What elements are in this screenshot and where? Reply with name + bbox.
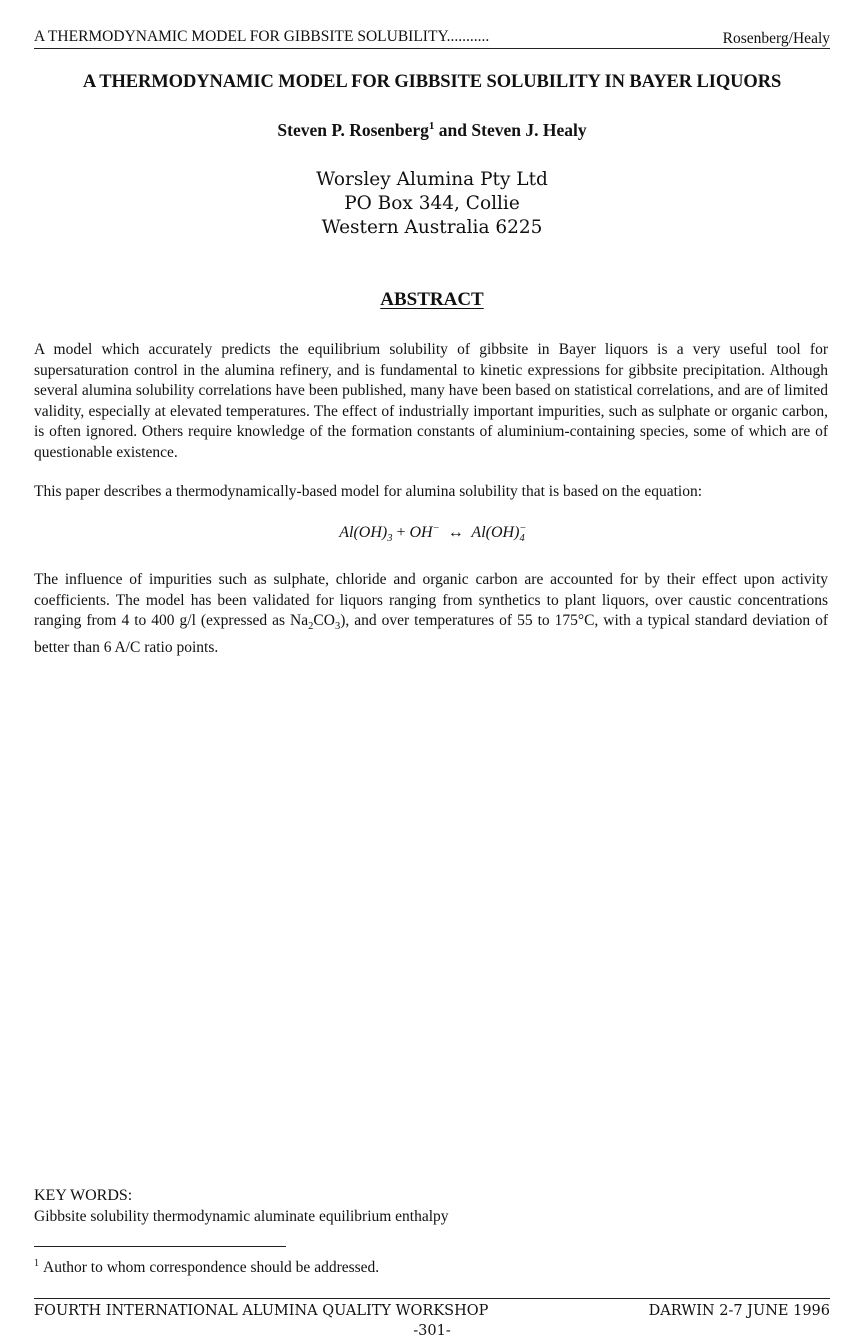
- equation-term-2-charge: −: [432, 523, 440, 534]
- footnote-text: Author to whom correspondence should be addressed.: [43, 1259, 380, 1276]
- paragraph-3-text-c: ), and over temperatures of 55 to 175°C, with a typical standard deviation of better than 6 A/C ratio points.: [34, 612, 828, 656]
- equation-term-2: OH: [409, 524, 433, 541]
- paper-title: A THERMODYNAMIC MODEL FOR GIBBSITE SOLUBILITY IN BAYER LIQUORS: [82, 72, 782, 92]
- running-header-title: A THERMODYNAMIC MODEL FOR GIBBSITE SOLUBILITY...........: [34, 28, 490, 45]
- page-number: -301-: [413, 1323, 451, 1339]
- keywords-label: KEY WORDS:: [34, 1187, 133, 1204]
- footnote-divider: [34, 1246, 286, 1247]
- running-footer: [34, 1298, 830, 1319]
- footnote: [34, 1258, 379, 1277]
- abstract-paragraph-3: [34, 570, 828, 658]
- equation-term-3-charge: −: [519, 523, 527, 534]
- author-1: Steven P. Rosenberg: [277, 120, 429, 140]
- footer-conference: FOURTH INTERNATIONAL ALUMINA QUALITY WORKSHOP: [34, 1303, 489, 1319]
- equation-term-3: Al(OH): [471, 524, 520, 541]
- running-header: [34, 26, 830, 49]
- author-2: Steven J. Healy: [471, 120, 587, 140]
- affiliation-line-1: Worsley Alumina Pty Ltd: [316, 169, 548, 190]
- affiliation-line-3: Western Australia 6225: [321, 217, 543, 238]
- equation-term-1: Al(OH): [339, 524, 388, 541]
- paragraph-3-subscript-2: 3: [334, 621, 341, 633]
- equilibrium-arrow: ↔: [447, 524, 464, 541]
- abstract-heading: ABSTRACT: [380, 289, 484, 310]
- equation-plus: +: [392, 524, 410, 541]
- affiliation-line-2: PO Box 344, Collie: [344, 193, 520, 214]
- author-connector: and: [434, 120, 472, 140]
- abstract-paragraph-2: This paper describes a thermodynamically-based model for alumina solubility that is based on the equation:: [34, 483, 703, 500]
- running-header-authors: Rosenberg/Healy: [722, 30, 830, 47]
- keywords-list: Gibbsite solubility thermodynamic aluminate equilibrium enthalpy: [34, 1208, 449, 1225]
- equation-term-1-subscript: 3: [387, 533, 393, 545]
- equation-term-3-subscript: 4: [519, 533, 525, 545]
- author-1-footnote-mark: 1: [428, 120, 435, 132]
- paragraph-3-subscript-1: 2: [308, 621, 314, 633]
- abstract-paragraph-1: A model which accurately predicts the equilibrium solubility of gibbsite in Bayer liquors is a very useful tool for supersaturation control in the alumina refinery, and is fundamental to kinetic expressions for gibbsite precipitation. Although several alumina solubility correlations have been published, many have been based on statistical correlations, and are of limited validity, especially at elevated temperatures. The effect of industrially important impurities, such as sulphate or organic carbon, is often ignored. Others require knowledge of the formation constants of aluminium-containing species, some of which are of questionable existence.: [34, 341, 828, 461]
- reaction-equation: [0, 523, 864, 544]
- author-line: [0, 120, 864, 141]
- affiliation: [0, 168, 864, 240]
- footnote-mark: 1: [34, 1258, 39, 1269]
- paragraph-3-text-a: The influence of impurities such as sulphate, chloride and organic carbon are accounted for by their effect upon activity coefficients. The model has been validated for liquors ranging from synthetics to plant liquors, over caustic concentrations ranging from 4 to 400 g/l (expressed as Na: [34, 571, 828, 629]
- footer-location-date: DARWIN 2-7 JUNE 1996: [648, 1303, 830, 1319]
- paragraph-3-text-b: CO: [313, 612, 335, 629]
